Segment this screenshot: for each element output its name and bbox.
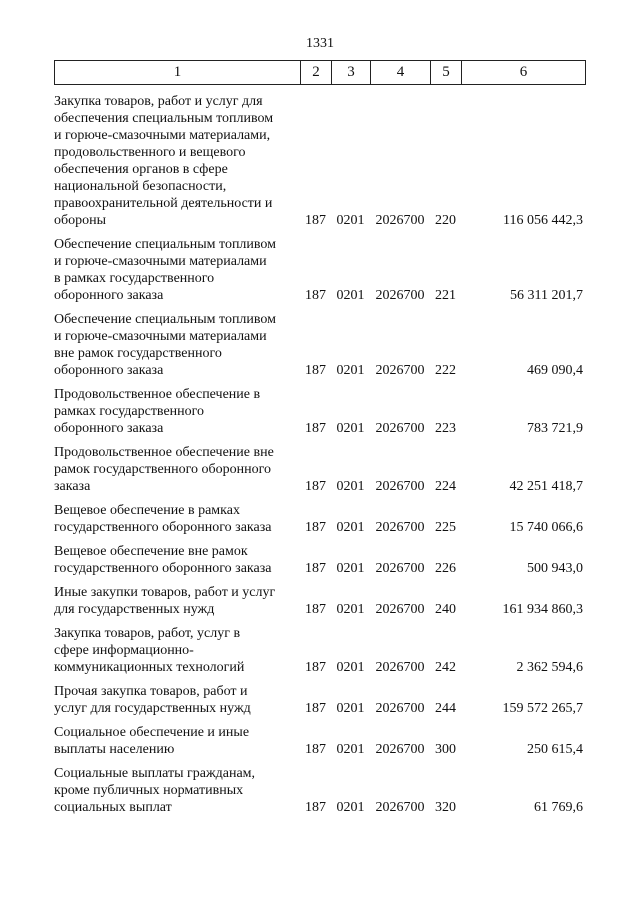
cell-c3: 0201	[336, 363, 365, 378]
row-name	[54, 765, 300, 823]
row-name-line: Социальное обеспечение и иные	[54, 725, 250, 740]
cell-c6: 469 090,4	[527, 363, 583, 378]
budget-table	[54, 93, 585, 823]
row-name	[54, 625, 300, 683]
row-name-line: оборонного заказа	[54, 363, 164, 378]
row-name-line: Вещевое обеспечение в рамках	[54, 503, 240, 518]
cell-c5: 300	[435, 742, 456, 757]
header-col-5: 5	[431, 61, 462, 85]
table-row	[54, 311, 585, 386]
table-row	[54, 386, 585, 444]
row-name-line: и горюче-смазочными материалами,	[54, 128, 271, 143]
header-col-6: 6	[462, 61, 586, 85]
row-name-line: и горюче-смазочными материалами	[54, 254, 267, 269]
cell-c5: 244	[435, 701, 456, 716]
cell-c2: 187	[305, 602, 326, 617]
cell-c4: 2026700	[375, 520, 425, 535]
cell-c3: 0201	[336, 479, 365, 494]
row-name-line: кроме публичных нормативных	[54, 783, 244, 798]
header-col-1: 1	[55, 61, 301, 85]
cell-c5: 240	[435, 602, 456, 617]
row-name-line: правоохранительной деятельности и	[54, 196, 273, 211]
row-name	[54, 502, 300, 543]
cell-c6: 56 311 201,7	[510, 288, 583, 303]
cell-c3: 0201	[336, 800, 365, 815]
cell-c3: 0201	[336, 602, 365, 617]
cell-c6: 15 740 066,6	[509, 520, 583, 535]
row-name-line: в рамках государственного	[54, 271, 215, 286]
table-row	[54, 236, 585, 311]
table-row	[54, 625, 585, 683]
cell-c2: 187	[305, 701, 326, 716]
table-header	[54, 60, 586, 85]
cell-c5: 224	[435, 479, 456, 494]
cell-c5: 221	[435, 288, 456, 303]
cell-c5: 242	[435, 660, 456, 675]
header-col-2: 2	[301, 61, 332, 85]
cell-c3: 0201	[336, 288, 365, 303]
row-name	[54, 543, 300, 584]
row-name-line: заказа	[54, 479, 91, 494]
row-name-line: Закупка товаров, работ, услуг в	[54, 626, 241, 641]
cell-c4: 2026700	[375, 479, 425, 494]
row-name-line: рамках государственного	[54, 404, 205, 419]
row-name-line: рамок государственного оборонного	[54, 462, 272, 477]
cell-c2: 187	[305, 213, 326, 228]
row-name-line: Обеспечение специальным топливом	[54, 237, 277, 252]
cell-c6: 161 934 860,3	[502, 602, 583, 617]
row-name-line: сфере информационно-	[54, 643, 194, 658]
row-name-line: Прочая закупка товаров, работ и	[54, 684, 248, 699]
table-row	[54, 543, 585, 584]
table-row	[54, 584, 585, 625]
cell-c4: 2026700	[375, 701, 425, 716]
row-name-line: государственного оборонного заказа	[54, 520, 272, 535]
cell-c3: 0201	[336, 520, 365, 535]
row-name	[54, 683, 300, 724]
row-name-line: услуг для государственных нужд	[54, 701, 251, 716]
row-name-line: социальных выплат	[54, 800, 172, 815]
table-row	[54, 683, 585, 724]
cell-c6: 2 362 594,6	[516, 660, 583, 675]
cell-c6: 61 769,6	[534, 800, 583, 815]
cell-c2: 187	[305, 288, 326, 303]
cell-c3: 0201	[336, 213, 365, 228]
cell-c3: 0201	[336, 421, 365, 436]
cell-c4: 2026700	[375, 800, 425, 815]
row-name-line: оборонного заказа	[54, 421, 164, 436]
cell-c5: 225	[435, 520, 456, 535]
cell-c3: 0201	[336, 561, 365, 576]
table-row	[54, 765, 585, 823]
row-name-line: коммуникационных технологий	[54, 660, 245, 675]
header-col-3: 3	[332, 61, 371, 85]
row-name-line: национальной безопасности,	[54, 179, 227, 194]
cell-c6: 116 056 442,3	[503, 213, 583, 228]
table-row	[54, 502, 585, 543]
cell-c2: 187	[305, 800, 326, 815]
row-name-line: выплаты населению	[54, 742, 175, 757]
row-name-line: обороны	[54, 213, 107, 228]
cell-c2: 187	[305, 363, 326, 378]
row-name-line: государственного оборонного заказа	[54, 561, 272, 576]
row-name	[54, 311, 300, 386]
cell-c5: 320	[435, 800, 456, 815]
cell-c2: 187	[305, 660, 326, 675]
cell-c5: 220	[435, 213, 456, 228]
cell-c6: 250 615,4	[527, 742, 583, 757]
cell-c4: 2026700	[375, 288, 425, 303]
row-name-line: обеспечения специальным топливом	[54, 111, 274, 126]
cell-c5: 222	[435, 363, 456, 378]
cell-c4: 2026700	[375, 363, 425, 378]
row-name-line: обеспечения органов в сфере	[54, 162, 228, 177]
cell-c6: 783 721,9	[527, 421, 583, 436]
cell-c2: 187	[305, 742, 326, 757]
row-name-line: и горюче-смазочными материалами	[54, 329, 267, 344]
row-name	[54, 93, 300, 236]
row-name-line: Иные закупки товаров, работ и услуг	[54, 585, 276, 600]
cell-c4: 2026700	[375, 660, 425, 675]
cell-c2: 187	[305, 520, 326, 535]
cell-c3: 0201	[336, 660, 365, 675]
cell-c4: 2026700	[375, 561, 425, 576]
row-name-line: Вещевое обеспечение вне рамок	[54, 544, 248, 559]
cell-c2: 187	[305, 479, 326, 494]
row-name	[54, 236, 300, 311]
row-name	[54, 584, 300, 625]
budget-table-body	[54, 93, 585, 823]
row-name-line: для государственных нужд	[54, 602, 215, 617]
row-name	[54, 386, 300, 444]
cell-c4: 2026700	[375, 213, 425, 228]
row-name-line: вне рамок государственного	[54, 346, 222, 361]
cell-c6: 42 251 418,7	[509, 479, 583, 494]
row-name-line: оборонного заказа	[54, 288, 164, 303]
cell-c6: 159 572 265,7	[502, 701, 583, 716]
cell-c5: 223	[435, 421, 456, 436]
row-name	[54, 724, 300, 765]
row-name-line: Социальные выплаты гражданам,	[54, 766, 256, 781]
cell-c4: 2026700	[375, 602, 425, 617]
row-name-line: Продовольственное обеспечение в	[54, 387, 261, 402]
row-name-line: продовольственного и вещевого	[54, 145, 246, 160]
cell-c3: 0201	[336, 701, 365, 716]
row-name-line: Продовольственное обеспечение вне	[54, 445, 274, 460]
row-name	[54, 444, 300, 502]
table-row	[54, 444, 585, 502]
table-row	[54, 93, 585, 236]
cell-c2: 187	[305, 561, 326, 576]
row-name-line: Закупка товаров, работ и услуг для	[54, 94, 263, 109]
cell-c4: 2026700	[375, 421, 425, 436]
cell-c4: 2026700	[375, 742, 425, 757]
cell-c5: 226	[435, 561, 456, 576]
header-col-4: 4	[371, 61, 431, 85]
cell-c2: 187	[305, 421, 326, 436]
table-row	[54, 724, 585, 765]
row-name-line: Обеспечение специальным топливом	[54, 312, 277, 327]
page-number: 1331	[306, 36, 334, 51]
cell-c3: 0201	[336, 742, 365, 757]
cell-c6: 500 943,0	[527, 561, 583, 576]
